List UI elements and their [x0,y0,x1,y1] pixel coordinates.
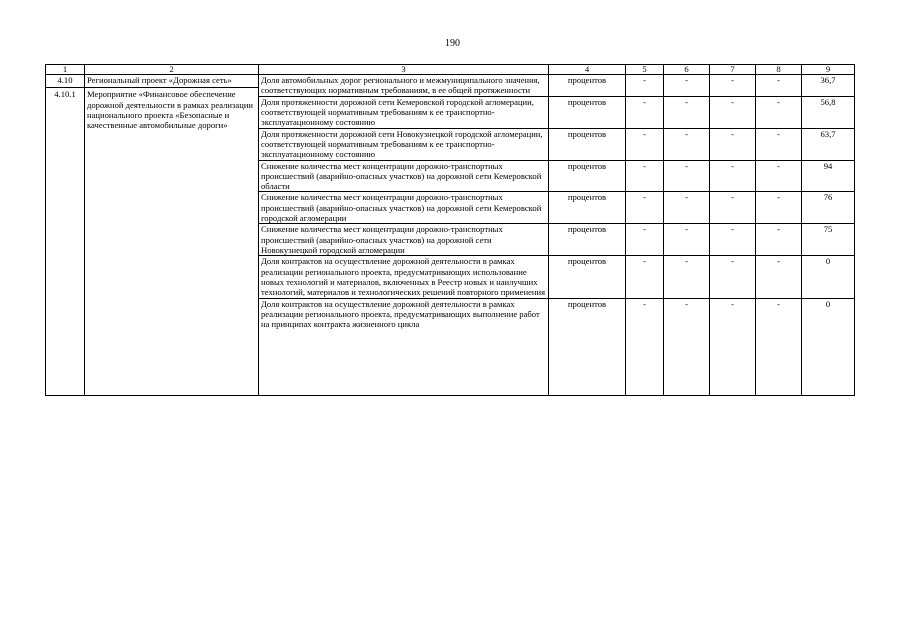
unit-cell: процентов [549,128,626,160]
indicator-name: Доля протяженности дорожной сети Новокузнецкой городской агломерации, соответствующей нормативным требованиям к ее транспортно-эксплуатационному состоянию [259,128,549,160]
indicator-name: Доля протяженности дорожной сети Кемеровской городской агломерации, соответствующей нормативным требованиям к ее транспортно-эксплуатационному состоянию [259,96,549,128]
value-cell-9: 76 [802,192,855,224]
unit-cell: процентов [549,224,626,256]
value-cell-7: - [710,128,756,160]
value-cell-6: - [664,192,710,224]
event-name: Мероприятие «Финансовое обеспечение дорожной деятельности в рамках реализации национального проекта «Безопасные и качественные автомобильные дороги» [85,87,258,130]
value-cell-5: - [626,298,664,395]
value-cell-6: - [664,128,710,160]
unit-cell: процентов [549,75,626,97]
value-cell-8: - [756,160,802,192]
value-cell-6: - [664,75,710,97]
value-cell-7: - [710,298,756,395]
value-cell-8: - [756,75,802,97]
value-cell-8: - [756,224,802,256]
value-cell-5: - [626,75,664,97]
value-cell-5: - [626,160,664,192]
value-cell-6: - [664,298,710,395]
col-header-5: 5 [626,65,664,75]
unit-cell: процентов [549,96,626,128]
value-cell-9: 36,7 [802,75,855,97]
value-cell-9: 0 [802,298,855,395]
value-cell-8: - [756,298,802,395]
value-cell-5: - [626,256,664,298]
value-cell-8: - [756,128,802,160]
unit-cell: процентов [549,256,626,298]
col-header-1: 1 [46,65,85,75]
event-number: 4.10.1 [46,87,84,99]
indicator-name: Доля автомобильных дорог регионального и межмуниципального значения, соответствующих нормативным требованиям, в ее общей протяженности [259,75,549,97]
column-number-row [46,65,855,75]
col-header-2: 2 [85,65,259,75]
indicators-table [45,64,855,396]
unit-cell: процентов [549,192,626,224]
value-cell-8: - [756,256,802,298]
value-cell-5: - [626,192,664,224]
col-header-4: 4 [549,65,626,75]
indicator-name: Снижение количества мест концентрации дорожно-транспортных происшествий (аварийно-опасных участков) на дорожной сети Кемеровской городской агломерации [259,192,549,224]
value-cell-7: - [710,192,756,224]
value-cell-7: - [710,224,756,256]
value-cell-6: - [664,256,710,298]
page-number: 190 [445,38,460,49]
table-row [46,75,855,97]
value-cell-9: 56,8 [802,96,855,128]
unit-cell: процентов [549,160,626,192]
value-cell-9: 0 [802,256,855,298]
project-name: Региональный проект «Дорожная сеть» [87,75,232,85]
value-cell-6: - [664,160,710,192]
value-cell-6: - [664,224,710,256]
value-cell-7: - [710,256,756,298]
name-cell [85,75,259,396]
col-header-7: 7 [710,65,756,75]
number-cell [46,75,85,396]
value-cell-9: 75 [802,224,855,256]
value-cell-7: - [710,75,756,97]
indicator-name: Снижение количества мест концентрации дорожно-транспортных происшествий (аварийно-опасных участков) на дорожной сети Новокузнецкой городской агломерации [259,224,549,256]
col-header-3: 3 [259,65,549,75]
unit-cell: процентов [549,298,626,395]
value-cell-5: - [626,128,664,160]
value-cell-9: 63,7 [802,128,855,160]
indicator-name: Доля контрактов на осуществление дорожной деятельности в рамках реализации регионального проекта, предусматривающих выполнение работ на принципах контракта жизненного цикла [259,298,549,395]
value-cell-5: - [626,96,664,128]
value-cell-6: - [664,96,710,128]
value-cell-8: - [756,192,802,224]
col-header-9: 9 [802,65,855,75]
project-number: 4.10 [57,75,73,85]
indicator-name: Снижение количества мест концентрации дорожно-транспортных происшествий (аварийно-опасных участков) на дорожной сети Кемеровской области [259,160,549,192]
col-header-6: 6 [664,65,710,75]
value-cell-5: - [626,224,664,256]
value-cell-8: - [756,96,802,128]
value-cell-7: - [710,96,756,128]
col-header-8: 8 [756,65,802,75]
value-cell-9: 94 [802,160,855,192]
indicator-name: Доля контрактов на осуществление дорожной деятельности в рамках реализации регионального проекта, предусматривающих использование новых технологий и материалов, включенных в Реестр новых и наилучших технологий, материалов и технологических решений повторного применения [259,256,549,298]
value-cell-7: - [710,160,756,192]
